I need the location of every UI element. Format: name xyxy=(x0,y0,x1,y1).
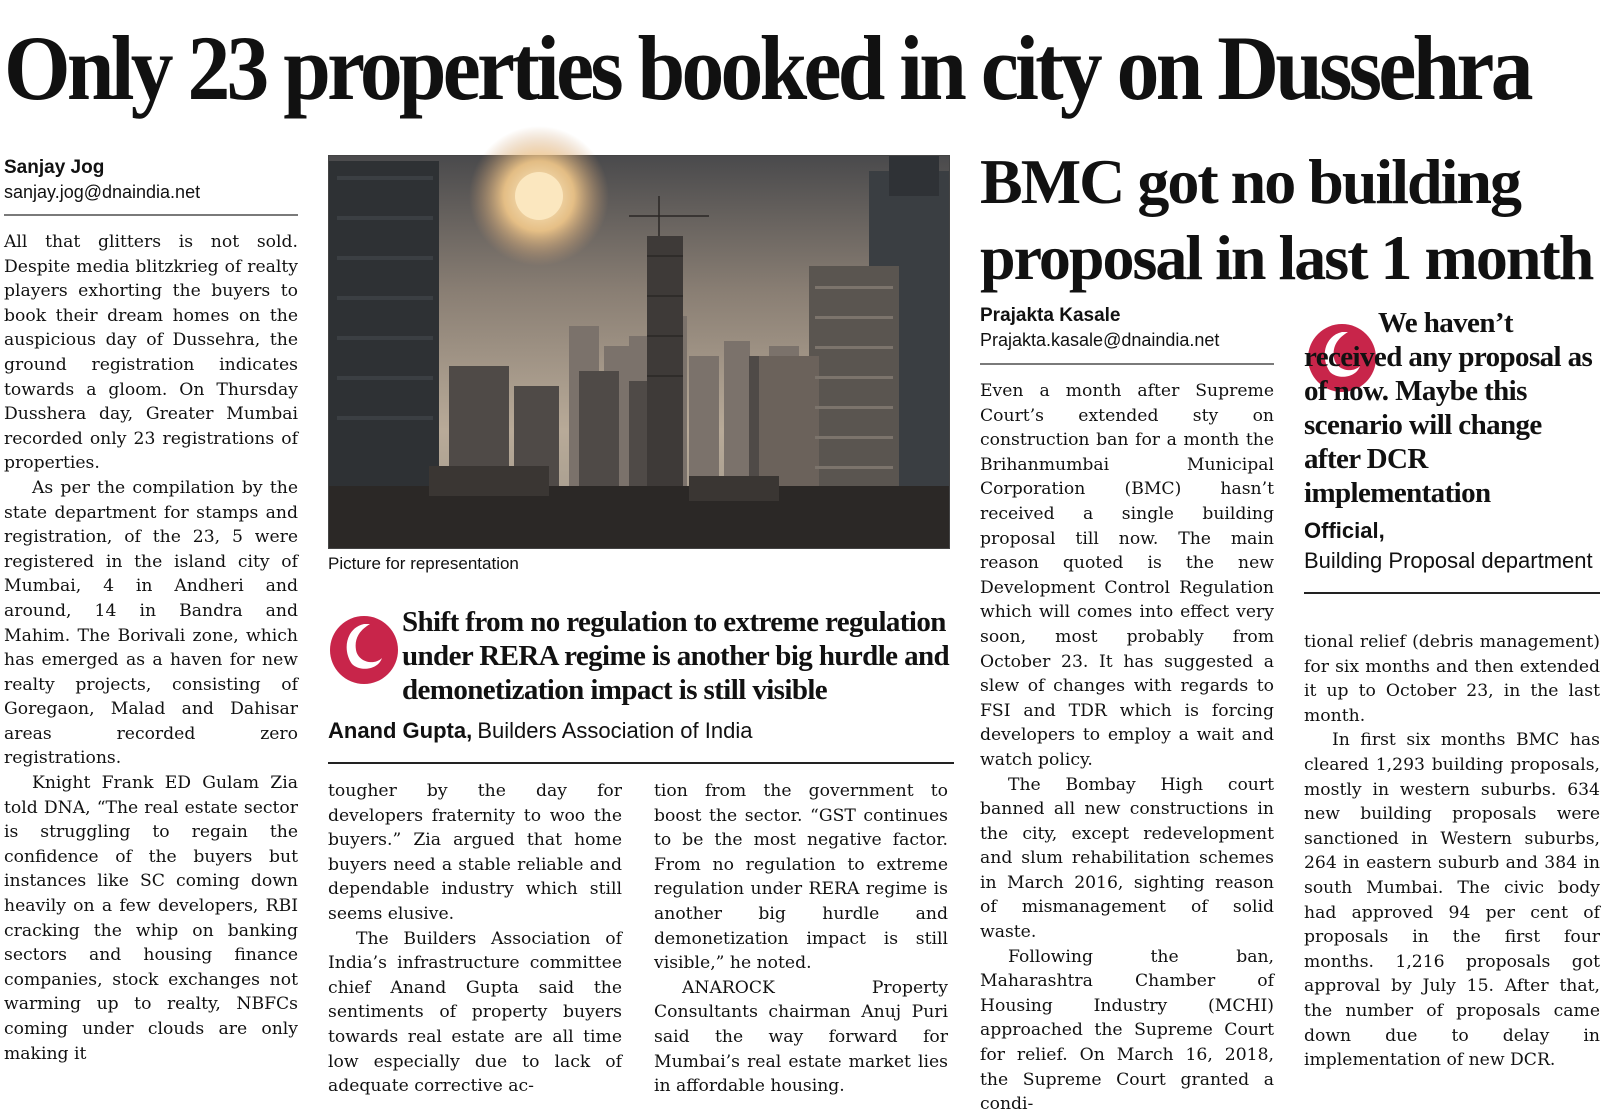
paragraph: As per the compilation by the state department for stamps and registration, of the 23, 5 were registered in the island city of Mumbai, 4 in Andheri and around, 14 in Bandra and Mahim. The Borivali zone, which has emerged as a haven for new realty projects, consisting of Goregaon, Malad and Dahisar areas recorded zero registrations. xyxy=(4,477,298,769)
byline-author: Prajakta Kasale xyxy=(980,305,1121,326)
byline-email: Prajakta.kasale@dnaindia.net xyxy=(980,330,1220,350)
paragraph: ANAROCK Property Consultants chairman Anuj Puri said the way forward for Mumbai’s real estate market lies in affordable housing. xyxy=(654,977,948,1097)
paragraph: The Bombay High court banned all new constructions in the city, except redevelopment and slum rehabilitation schemes in March 2016, sighting reason of mismanagement of solid waste. xyxy=(980,774,1274,943)
quote-attribution-org: Builders Association of India xyxy=(477,718,753,743)
paragraph: Even a month after Supreme Court’s extended sty on construction ban for a month the Brihanmumbai Municipal Corporation (BMC) hasn’t received a single building proposal till now. The main reason quoted is the new Development Control Regulation which will comes into effect very soon, most probably from October 23. It has suggested a slew of changes with regards to FSI and TDR which is forcing developers to employ a wait and watch policy. xyxy=(980,381,1274,770)
article-column-4 xyxy=(980,379,1274,1115)
photo-caption: Picture for representation xyxy=(328,554,519,573)
byline-author: Sanjay Jog xyxy=(4,157,105,178)
quote-rule xyxy=(1304,592,1600,594)
article-column-1 xyxy=(4,230,298,1104)
article-column-2 xyxy=(328,779,622,1104)
paragraph: tional relief (debris management) for six months and then extended it up to October 23, in the last month. xyxy=(1304,632,1600,726)
quote-attribution-1 xyxy=(328,718,752,744)
article-column-5 xyxy=(1304,630,1600,1104)
pull-quote-1: Shift from no regulation to extreme regulation under RERA regime is another big hurdle and demonetization impact is still visible xyxy=(402,606,950,706)
paragraph: The Builders Association of India’s infrastructure committee chief Anand Gupta said the sentiments of property buyers towards real estate are all time low especially due to lack of adequate corrective ac- xyxy=(328,928,622,1097)
byline-rule xyxy=(4,214,298,216)
quote-attribution-name: Anand Gupta, xyxy=(328,718,473,743)
paragraph: tion from the government to boost the sector. “GST continues to be the most negative factor. From no regulation to extreme regulation under RERA regime is another big hurdle and demonetization impact is still visible,” he noted. xyxy=(654,781,948,974)
article-column-3 xyxy=(654,779,948,1104)
main-headline: Only 23 properties booked in city on Dussehra xyxy=(4,17,1530,119)
paragraph: All that glitters is not sold. Despite media blitzkrieg of realty players exhorting the buyers to book their dream homes on the auspicious day of Dussehra, the ground registration indicates towards a gloom. On Thursday Dusshera day, Greater Mumbai recorded only 23 registrations of properties. xyxy=(4,232,298,474)
sub-headline-line-1: BMC got no building xyxy=(980,146,1520,217)
paragraph: tougher by the day for developers fraternity to woo the buyers.” Zia argued that home buyers need a stable reliable and dependable industry which still seems elusive. xyxy=(328,781,622,924)
paragraph: Following the ban, Maharashtra Chamber of Housing Industry (MCHI) approached the Supreme Court for relief. On March 16, 2018, the Supreme Court granted a condi- xyxy=(980,946,1274,1115)
sub-headline-line-2: proposal in last 1 month xyxy=(980,222,1593,293)
quote-mark-icon xyxy=(326,610,402,686)
byline-rule xyxy=(980,363,1274,365)
quote-attribution-org: Building Proposal department xyxy=(1304,548,1593,573)
skyline-photo xyxy=(328,155,950,549)
paragraph: Knight Frank ED Gulam Zia told DNA, “The real estate sector is struggling to regain the confidence of the buyers but instances like SC coming down heavily on a few developers, RBI cracking the whip on banking sectors and housing finance companies, stock exchanges not warming up to realty, NBFCs coming under clouds are only making it xyxy=(4,773,298,1064)
paragraph: In first six months BMC has cleared 1,293 building proposals, mostly in western suburbs. 634 new building proposals were sanctioned in Western suburbs, 264 in eastern suburb and 384 in south Mumbai. The civic body had approved 94 per cent of proposals in the first four months. 1,216 proposals got approval by July 15. After that, the number of proposals came down due to delay in implementation of new DCR. xyxy=(1304,730,1600,1071)
quote-rule xyxy=(328,762,954,764)
quote-attribution-name: Official, xyxy=(1304,518,1385,543)
byline-email: sanjay.jog@dnaindia.net xyxy=(4,182,201,202)
pull-quote-2: We haven’t received any proposal as of now. Maybe this scenario will change after DCR implementation xyxy=(1304,307,1593,509)
